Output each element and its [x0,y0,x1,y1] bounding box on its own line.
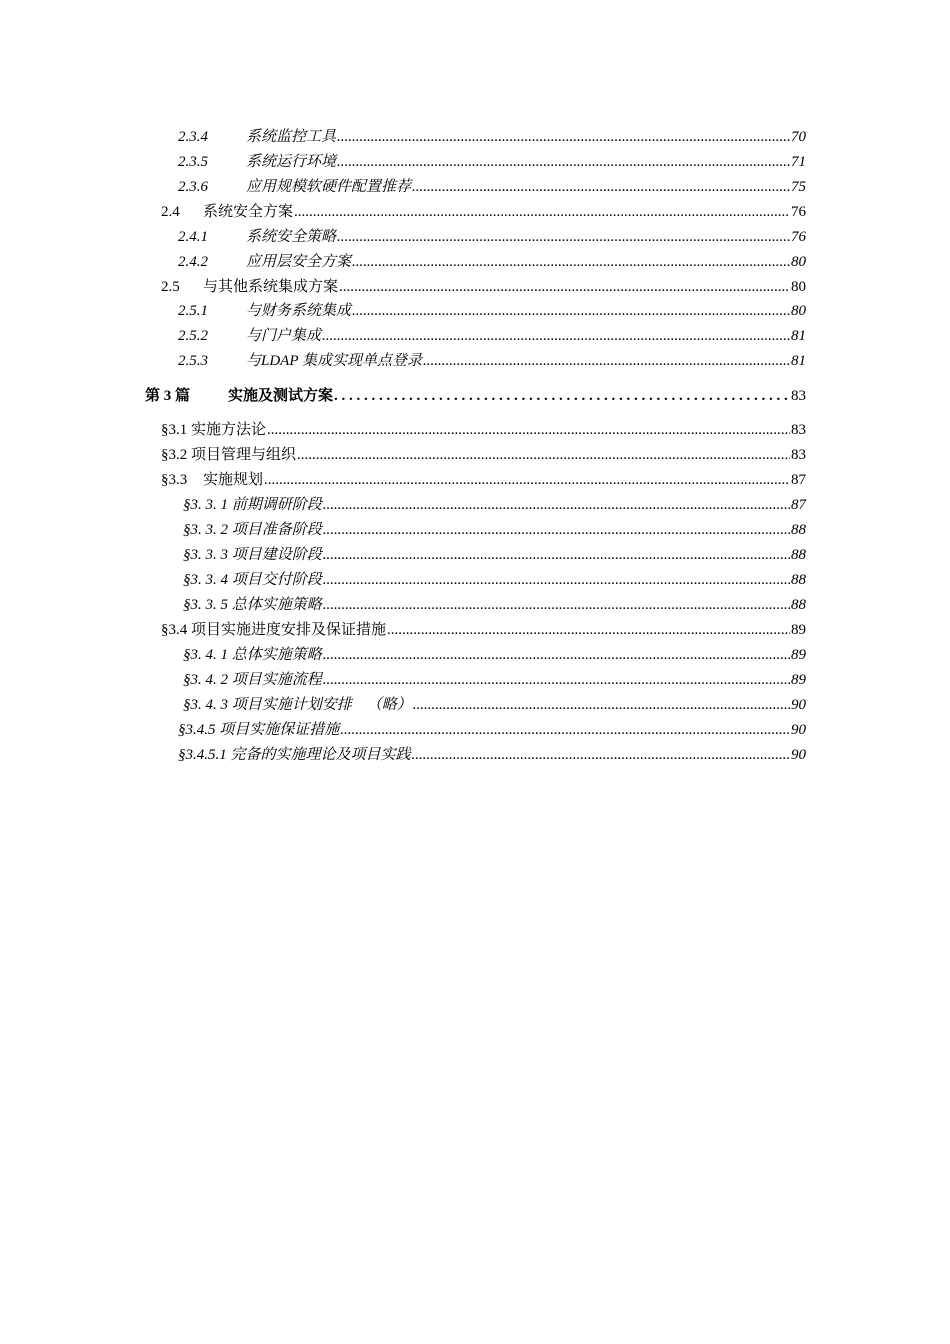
toc-dot-leader [323,544,790,566]
toc-entry[interactable] [161,444,806,466]
toc-entry-number: 2.5.2 [178,328,208,344]
toc-entry[interactable] [161,276,806,298]
toc-entry[interactable] [178,744,806,766]
toc-entry-page: 88 [791,522,806,538]
toc-entry-title: §3. 4. 3 项目实施计划安排 （略） [183,697,412,713]
toc-entry[interactable] [183,694,806,716]
toc-dot-leader [267,419,790,441]
toc-entry-number: §3.3 [161,472,188,488]
toc-entry-number: 2.5 [161,279,180,295]
toc-entry-number: 2.3.5 [178,154,208,170]
toc-entry-number: 2.4.1 [178,229,208,245]
toc-dot-leader [323,594,790,616]
toc-dot-leader [337,151,790,173]
toc-entry[interactable] [161,201,806,223]
toc-entry[interactable] [178,325,806,347]
toc-entry-page: 88 [791,547,806,563]
toc-entry-page: 90 [791,697,806,713]
toc-entry-title: 系统安全方案 [203,204,294,220]
toc-entry-title: §3.4 项目实施进度安排及保证措施 [161,622,387,638]
toc-entry[interactable] [178,226,806,248]
toc-entry[interactable] [183,494,806,516]
toc-entry[interactable] [183,519,806,541]
toc-entry-page: 83 [791,447,806,463]
toc-entry-page: 81 [791,328,806,344]
toc-entry[interactable] [178,350,806,372]
toc-dot-leader [294,201,790,223]
toc-dot-leader [323,644,790,666]
toc-entry-number: 2.4.2 [178,254,208,270]
toc-entry-page: 80 [791,254,806,270]
toc-entry-title: 实施规划 [203,472,264,488]
toc-dot-leader [264,469,790,491]
toc-entry[interactable] [178,719,806,741]
toc-entry-page: 75 [791,179,806,195]
toc-entry-title: §3.1 实施方法论 [161,422,267,438]
toc-entry-page: 90 [791,747,806,763]
toc-entry[interactable] [183,569,806,591]
toc-entry[interactable] [183,594,806,616]
toc-entry[interactable] [178,126,806,148]
toc-dot-leader [352,251,790,273]
toc-entry-title: 系统监控工具 [246,129,337,145]
toc-entry-title: §3.4.5 项目实施保证措施 [178,722,340,738]
toc-dot-leader [297,444,790,466]
toc-dot-leader [323,569,790,591]
toc-dot-leader [337,126,790,148]
toc-entry-number: 第 3 篇 [145,388,191,404]
toc-entry-title: 与LDAP 集成实现单点登录 [246,353,422,369]
toc-dot-leader [339,276,790,298]
toc-dot-leader [423,350,790,372]
toc-entry-title: 系统安全策略 [246,229,337,245]
toc-entry-title: §3.2 项目管理与组织 [161,447,297,463]
toc-dot-leader [323,519,790,541]
toc-entry[interactable] [183,669,806,691]
toc-entry-title: 应用规模软硬件配置推荐 [246,179,412,195]
toc-entry[interactable] [161,469,806,491]
toc-entry[interactable] [183,644,806,666]
toc-entry-title: 系统运行环境 [246,154,337,170]
toc-entry[interactable] [178,176,806,198]
toc-dot-leader [337,226,790,248]
toc-entry-title: 应用层安全方案 [246,254,352,270]
toc-entry-page: 80 [791,303,806,319]
toc-entry-title: 与门户集成 [246,328,322,344]
toc-entry-title: 与其他系统集成方案 [203,279,339,295]
toc-entry-page: 81 [791,353,806,369]
toc-entry-page: 89 [791,672,806,688]
toc-entry-page: 83 [791,422,806,438]
toc-entry-number: 2.4 [161,204,180,220]
toc-dot-leader [323,494,790,516]
toc-entry-page: 90 [791,722,806,738]
toc-entry-title: §3. 4. 1 总体实施策略 [183,647,322,663]
toc-dot-leader [413,694,790,716]
toc-entry-page: 89 [791,622,806,638]
toc-entry-title: §3. 3. 5 总体实施策略 [183,597,322,613]
toc-entry-number: 2.3.6 [178,179,208,195]
toc-part-heading[interactable] [145,385,806,407]
toc-entry-title: §3. 3. 4 项目交付阶段 [183,572,322,588]
toc-entry-page: 76 [791,229,806,245]
toc-entry[interactable] [178,300,806,322]
toc-entry-title: §3. 4. 2 项目实施流程 [183,672,322,688]
toc-entry-page: 83 [791,388,806,404]
toc-entry-title: §3.4.5.1 完备的实施理论及项目实践 [178,747,411,763]
toc-entry[interactable] [183,544,806,566]
toc-entry-page: 71 [791,154,806,170]
toc-entry-page: 70 [791,129,806,145]
toc-entry-number: 2.3.4 [178,129,208,145]
toc-dot-leader [412,744,790,766]
toc-entry[interactable] [178,251,806,273]
toc-dot-leader [340,719,790,741]
toc-entry-title: §3. 3. 1 前期调研阶段 [183,497,322,513]
toc-entry-page: 76 [791,204,806,220]
toc-entry[interactable] [161,419,806,441]
toc-entry-page: 87 [791,472,806,488]
toc-entry-page: 80 [791,279,806,295]
toc-entry-number: 2.5.3 [178,353,208,369]
toc-dot-leader [334,385,790,407]
toc-entry-page: 88 [791,597,806,613]
toc-dot-leader [323,669,790,691]
toc-entry-title: §3. 3. 3 项目建设阶段 [183,547,322,563]
toc-entry-title: §3. 3. 2 项目准备阶段 [183,522,322,538]
toc-dot-leader [322,325,790,347]
toc-dot-leader [412,176,790,198]
toc-entry-page: 87 [791,497,806,513]
toc-entry-title: 与财务系统集成 [246,303,352,319]
toc-entry-number: 2.5.1 [178,303,208,319]
toc-dot-leader [352,300,790,322]
toc-entry-page: 88 [791,572,806,588]
toc-dot-leader [387,619,790,641]
toc-entry[interactable] [178,151,806,173]
toc-entry-title: 实施及测试方案 [228,388,334,404]
toc-entry-page: 89 [791,647,806,663]
toc-entry[interactable] [161,619,806,641]
